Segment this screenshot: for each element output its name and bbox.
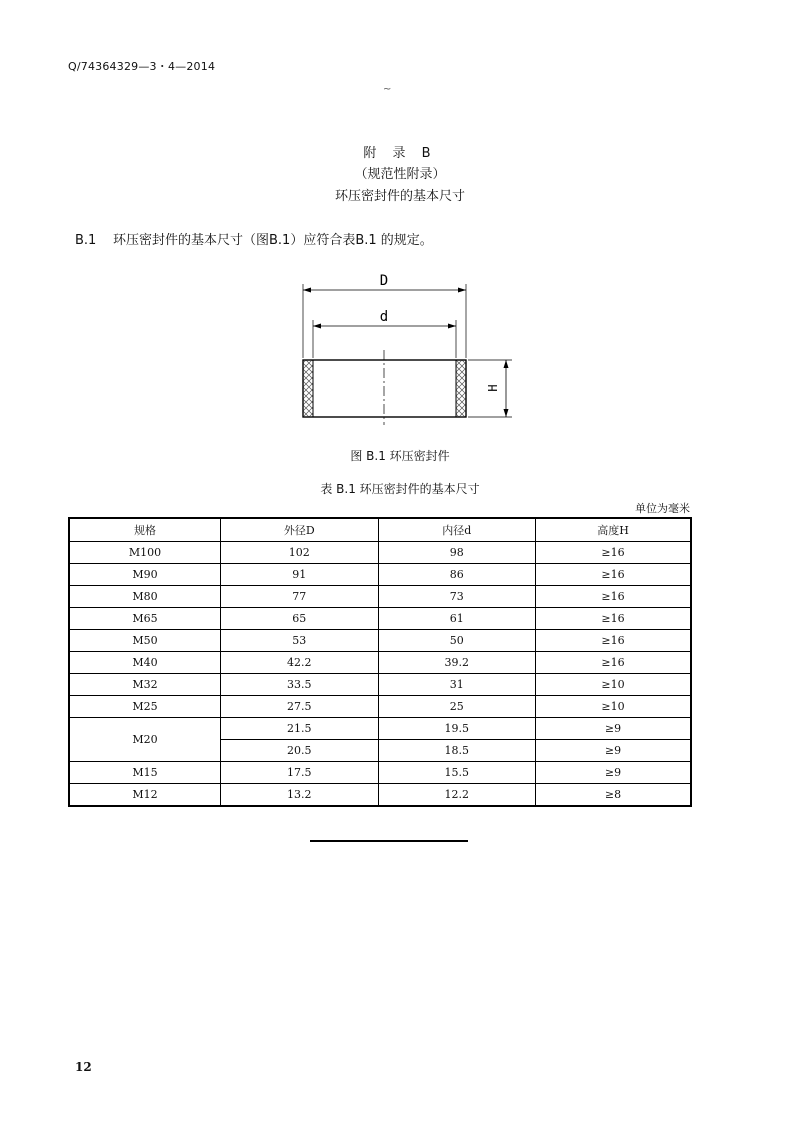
- cell-height: ≥9: [536, 762, 692, 784]
- seal-drawing: [0, 0, 800, 460]
- header-spec: 规格: [69, 518, 221, 542]
- header-height: 高度H: [536, 518, 692, 542]
- cell-height: ≥9: [536, 740, 692, 762]
- cell-height: ≥16: [536, 586, 692, 608]
- cell-height: ≥16: [536, 652, 692, 674]
- cell-spec: M15: [69, 762, 221, 784]
- table-row: [69, 652, 691, 674]
- header-inner-diameter: 内径d: [378, 518, 535, 542]
- header-outer-diameter: 外径D: [221, 518, 378, 542]
- cell-outer: 13.2: [221, 784, 378, 807]
- cell-spec: M65: [69, 608, 221, 630]
- label-inner-diameter: d: [379, 309, 389, 325]
- end-rule: [310, 840, 468, 842]
- table-row: [69, 784, 691, 807]
- ring-body: [303, 360, 466, 417]
- cell-spec: M90: [69, 564, 221, 586]
- left-hatched-wall: [303, 360, 313, 417]
- cell-inner: 19.5: [378, 718, 535, 740]
- cell-outer: 53: [221, 630, 378, 652]
- cell-outer: 42.2: [221, 652, 378, 674]
- cell-inner: 86: [378, 564, 535, 586]
- cell-inner: 61: [378, 608, 535, 630]
- cell-inner: 31: [378, 674, 535, 696]
- cell-outer: 21.5: [221, 718, 378, 740]
- cell-outer: 20.5: [221, 740, 378, 762]
- right-hatched-wall: [456, 360, 466, 417]
- table-header-row: [69, 518, 691, 542]
- table-row: [69, 630, 691, 652]
- cell-spec: M32: [69, 674, 221, 696]
- cell-outer: 91: [221, 564, 378, 586]
- cell-outer: 17.5: [221, 762, 378, 784]
- cell-inner: 15.5: [378, 762, 535, 784]
- cell-inner: 39.2: [378, 652, 535, 674]
- cell-inner: 73: [378, 586, 535, 608]
- inner-diameter-dimension: [313, 320, 456, 358]
- clause-number: B.1: [75, 233, 97, 248]
- cell-spec: M25: [69, 696, 221, 718]
- table-row: [69, 608, 691, 630]
- cell-outer: 102: [221, 542, 378, 564]
- cell-inner: 98: [378, 542, 535, 564]
- page-number: 12: [75, 1060, 92, 1074]
- figure-caption: 图 B.1 环压密封件: [350, 449, 450, 463]
- table-row: [69, 762, 691, 784]
- stray-mark: ~: [383, 84, 392, 95]
- table-row: [69, 696, 691, 718]
- table-row: [69, 674, 691, 696]
- cell-height: ≥8: [536, 784, 692, 807]
- cell-height: ≥16: [536, 564, 692, 586]
- cell-height: ≥9: [536, 718, 692, 740]
- annex-subtitle: （规范性附录）: [354, 167, 446, 182]
- cell-spec: M50: [69, 630, 221, 652]
- cell-spec: M40: [69, 652, 221, 674]
- cell-outer: 27.5: [221, 696, 378, 718]
- document-code: Q/74364329—3・4—2014: [68, 60, 216, 73]
- cell-height: ≥16: [536, 630, 692, 652]
- table-row: [69, 564, 691, 586]
- cell-spec: M20: [69, 718, 221, 762]
- cell-inner: 50: [378, 630, 535, 652]
- table-row: [69, 718, 691, 740]
- cell-height: ≥16: [536, 608, 692, 630]
- unit-note: 单位为毫米: [635, 502, 690, 515]
- cell-inner: 12.2: [378, 784, 535, 807]
- label-height: H: [486, 384, 500, 392]
- cell-outer: 65: [221, 608, 378, 630]
- cell-outer: 77: [221, 586, 378, 608]
- annex-title: 附 录 B: [363, 146, 437, 161]
- label-outer-diameter: D: [379, 273, 389, 289]
- table-row: [69, 542, 691, 564]
- clause-text: 环压密封件的基本尺寸（图B.1）应符合表B.1 的规定。: [113, 233, 433, 248]
- dimensions-table: [68, 517, 692, 807]
- cell-spec: M80: [69, 586, 221, 608]
- table-caption: 表 B.1 环压密封件的基本尺寸: [320, 482, 480, 496]
- cell-height: ≥10: [536, 696, 692, 718]
- cell-height: ≥16: [536, 542, 692, 564]
- cell-outer: 33.5: [221, 674, 378, 696]
- cell-height: ≥10: [536, 674, 692, 696]
- annex-heading: 环压密封件的基本尺寸: [334, 189, 465, 204]
- cell-inner: 25: [378, 696, 535, 718]
- table-row: [69, 586, 691, 608]
- cell-spec: M100: [69, 542, 221, 564]
- cell-inner: 18.5: [378, 740, 535, 762]
- cell-spec: M12: [69, 784, 221, 807]
